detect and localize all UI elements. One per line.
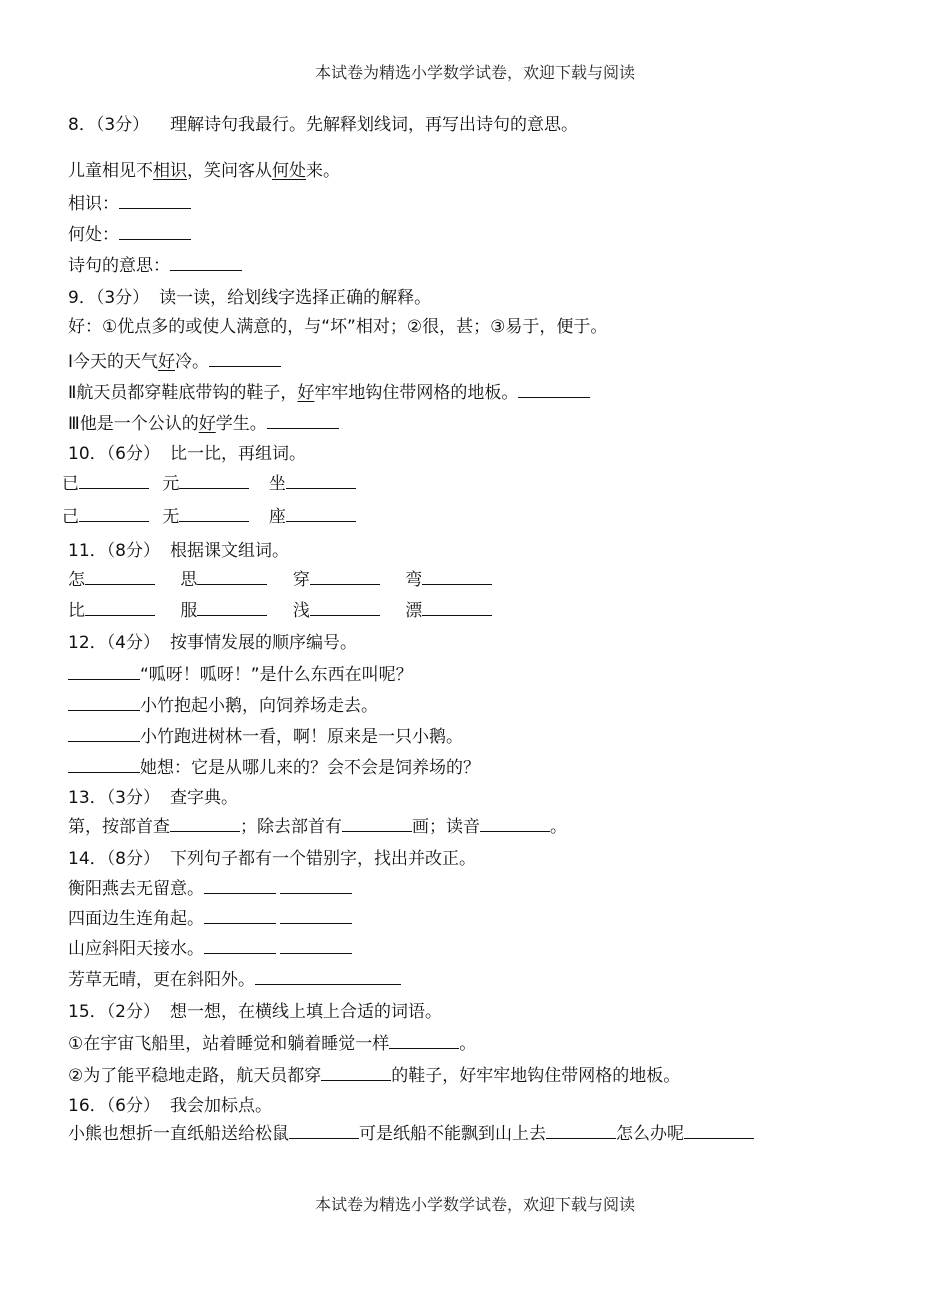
word-row (68, 568, 492, 591)
question-number: 15．（2分） (68, 1002, 160, 1022)
answer-blank[interactable] (267, 412, 339, 429)
question-title: 读一读，给划线字选择正确的解释。 (159, 288, 432, 308)
list-item (68, 694, 378, 717)
character: 弯 (405, 570, 423, 590)
question-number: 12．（4分） (68, 633, 160, 653)
item-text: “呱呀！呱呀！”是什么东西在叫呢？ (140, 665, 413, 685)
underlined-word: 何处 (272, 161, 306, 181)
answer-blank[interactable] (546, 1122, 616, 1139)
item-text: 山应斜阳天接水。 (68, 939, 204, 959)
answer-label: 何处： (68, 225, 119, 245)
character: 比 (68, 601, 85, 621)
answer-blank[interactable] (684, 1122, 754, 1139)
poem-line (68, 160, 340, 182)
answer-blank[interactable] (255, 968, 401, 985)
question-title: 比一比，再组词。 (169, 444, 306, 464)
answer-line (68, 223, 191, 246)
sentence-line (68, 350, 281, 373)
fill-line (68, 1032, 476, 1055)
answer-blank[interactable] (280, 877, 352, 894)
fill-text: ②为了能平稳地走路，航天员都穿 (68, 1066, 322, 1086)
answer-blank[interactable] (422, 568, 492, 585)
character: 服 (180, 601, 198, 621)
list-item (68, 937, 352, 960)
sentence-text: Ⅰ今天的天气 (68, 352, 159, 372)
character: 怎 (68, 570, 85, 590)
question-title: 查字典。 (169, 788, 238, 808)
sentence-text: 学生。 (215, 414, 267, 434)
page-footer: 本试卷为精选小学数学试卷，欢迎下载与阅读 (314, 1195, 635, 1214)
question-number: 13．（3分） (68, 788, 160, 808)
question-10-heading (68, 443, 306, 465)
fill-text: 。 (550, 817, 567, 837)
fill-text: 可是纸船不能飘到山上去 (359, 1124, 546, 1144)
item-text: 芳草无晴，更在斜阳外。 (68, 970, 255, 990)
answer-blank[interactable] (119, 223, 191, 240)
fill-text: 画；读音 (412, 817, 480, 837)
underlined-word: 相识 (153, 161, 187, 181)
answer-blank[interactable] (204, 937, 276, 954)
character: 穿 (292, 570, 310, 590)
character: 元 (162, 474, 180, 494)
answer-blank[interactable] (170, 254, 242, 271)
character: 座 (268, 507, 286, 527)
fill-text: 。 (459, 1034, 477, 1054)
sentence-line (68, 381, 590, 404)
answer-blank[interactable] (68, 694, 140, 711)
fill-text: 小熊也想折一直纸船送给松鼠 (68, 1124, 289, 1144)
answer-blank[interactable] (480, 815, 550, 832)
question-number: 16．（6分） (68, 1096, 160, 1116)
sentence-text: Ⅲ他是一个公认的 (68, 414, 199, 434)
question-9-heading (68, 287, 431, 309)
answer-blank[interactable] (170, 815, 240, 832)
word-row (68, 599, 492, 622)
answer-blank[interactable] (289, 1122, 359, 1139)
fill-text: 的鞋子，好牢牢地钩住带网格的地板。 (391, 1066, 681, 1086)
answer-blank[interactable] (518, 381, 590, 398)
answer-blank[interactable] (68, 663, 140, 680)
answer-blank[interactable] (85, 599, 155, 616)
poem-text: 来。 (306, 161, 340, 181)
character: 坐 (268, 474, 286, 494)
list-item (68, 756, 480, 779)
question-title: 下列句子都有一个错别字，找出并改正。 (169, 849, 476, 869)
question-13-heading (68, 787, 238, 809)
underlined-word: 好 (297, 383, 315, 403)
answer-blank[interactable] (119, 192, 191, 209)
question-12-heading (68, 632, 357, 654)
page-header: 本试卷为精选小学数学试卷，欢迎下载与阅读 (314, 63, 635, 82)
answer-blank[interactable] (179, 505, 249, 522)
character: 思 (180, 570, 198, 590)
sentence-text: Ⅱ航天员都穿鞋底带钩的鞋子， (68, 383, 298, 403)
question-number: 14．（8分） (68, 849, 160, 869)
fill-line (68, 1122, 754, 1145)
question-number: 10．（6分） (68, 444, 160, 464)
answer-blank[interactable] (179, 472, 249, 489)
question-15-heading (68, 1001, 442, 1023)
answer-blank[interactable] (204, 877, 276, 894)
underlined-word: 好 (158, 352, 176, 372)
poem-text: 儿童相见不 (68, 161, 153, 181)
answer-blank[interactable] (68, 756, 140, 773)
question-title: 按事情发展的顺序编号。 (169, 633, 357, 653)
list-item (68, 907, 352, 930)
question-title: 我会加标点。 (169, 1096, 272, 1116)
poem-text: ，笑问客从 (187, 161, 272, 181)
fill-text: ①在宇宙飞船里，站着睡觉和躺着睡觉一样 (68, 1034, 390, 1054)
answer-blank[interactable] (310, 568, 380, 585)
question-title: 想一想，在横线上填上合适的词语。 (169, 1002, 442, 1022)
answer-blank[interactable] (321, 1064, 391, 1081)
answer-label: 诗句的意思： (68, 256, 170, 276)
sentence-text: 冷。 (175, 352, 210, 372)
question-number: 9．（3分） (68, 288, 150, 308)
character: 浅 (292, 601, 310, 621)
underlined-word: 好 (198, 414, 216, 434)
question-11-heading (68, 540, 289, 562)
answer-blank[interactable] (310, 599, 380, 616)
list-item (68, 663, 413, 686)
answer-line (68, 254, 242, 277)
answer-blank[interactable] (422, 599, 492, 616)
answer-blank[interactable] (342, 815, 412, 832)
character: 无 (162, 507, 180, 527)
question-8-heading (68, 114, 578, 136)
answer-blank[interactable] (286, 472, 356, 489)
answer-label: 相识： (68, 194, 119, 214)
answer-blank[interactable] (197, 568, 267, 585)
definition-text: 好：①优点多的或使人满意的，与“坏”相对；②很，甚；③易于，便于。 (68, 317, 608, 337)
answer-blank[interactable] (197, 599, 267, 616)
answer-blank[interactable] (79, 505, 149, 522)
sentence-text: 牢牢地钩住带网格的地板。 (314, 383, 519, 403)
answer-blank[interactable] (389, 1032, 459, 1049)
character: 已 (62, 474, 79, 494)
question-16-heading (68, 1095, 272, 1117)
fill-text: 怎么办呢 (616, 1124, 684, 1144)
answer-blank[interactable] (204, 907, 276, 924)
sentence-line (68, 412, 339, 435)
question-number: 11．（8分） (68, 541, 160, 561)
answer-blank[interactable] (280, 937, 352, 954)
character: 漂 (405, 601, 423, 621)
word-row (62, 472, 356, 495)
fill-line (68, 815, 567, 838)
list-item (68, 968, 401, 991)
item-text: 小竹跑进树林一看，啊！原来是一只小鹅。 (140, 727, 463, 747)
fill-text: 第，按部首查 (68, 817, 170, 837)
answer-blank[interactable] (68, 725, 140, 742)
answer-blank[interactable] (286, 505, 356, 522)
answer-blank[interactable] (85, 568, 155, 585)
list-item (68, 877, 352, 900)
item-text: 小竹抱起小鹅，向饲养场走去。 (140, 696, 378, 716)
question-title: 根据课文组词。 (169, 541, 289, 561)
item-text: 她想：它是从哪儿来的？会不会是饲养场的？ (140, 758, 480, 778)
character: 己 (62, 507, 79, 527)
answer-blank[interactable] (79, 472, 149, 489)
answer-blank[interactable] (280, 907, 352, 924)
question-number: 8．（3分） (68, 115, 150, 135)
answer-blank[interactable] (209, 350, 281, 367)
item-text: 衡阳燕去无留意。 (68, 879, 204, 899)
fill-text: ；除去部首有 (240, 817, 342, 837)
question-title: 理解诗句我最行。先解释划线词，再写出诗句的意思。 (169, 115, 578, 135)
word-row (62, 505, 356, 528)
list-item (68, 725, 463, 748)
answer-line (68, 192, 191, 215)
question-14-heading (68, 848, 476, 870)
fill-line (68, 1064, 680, 1087)
item-text: 四面边生连角起。 (68, 909, 204, 929)
